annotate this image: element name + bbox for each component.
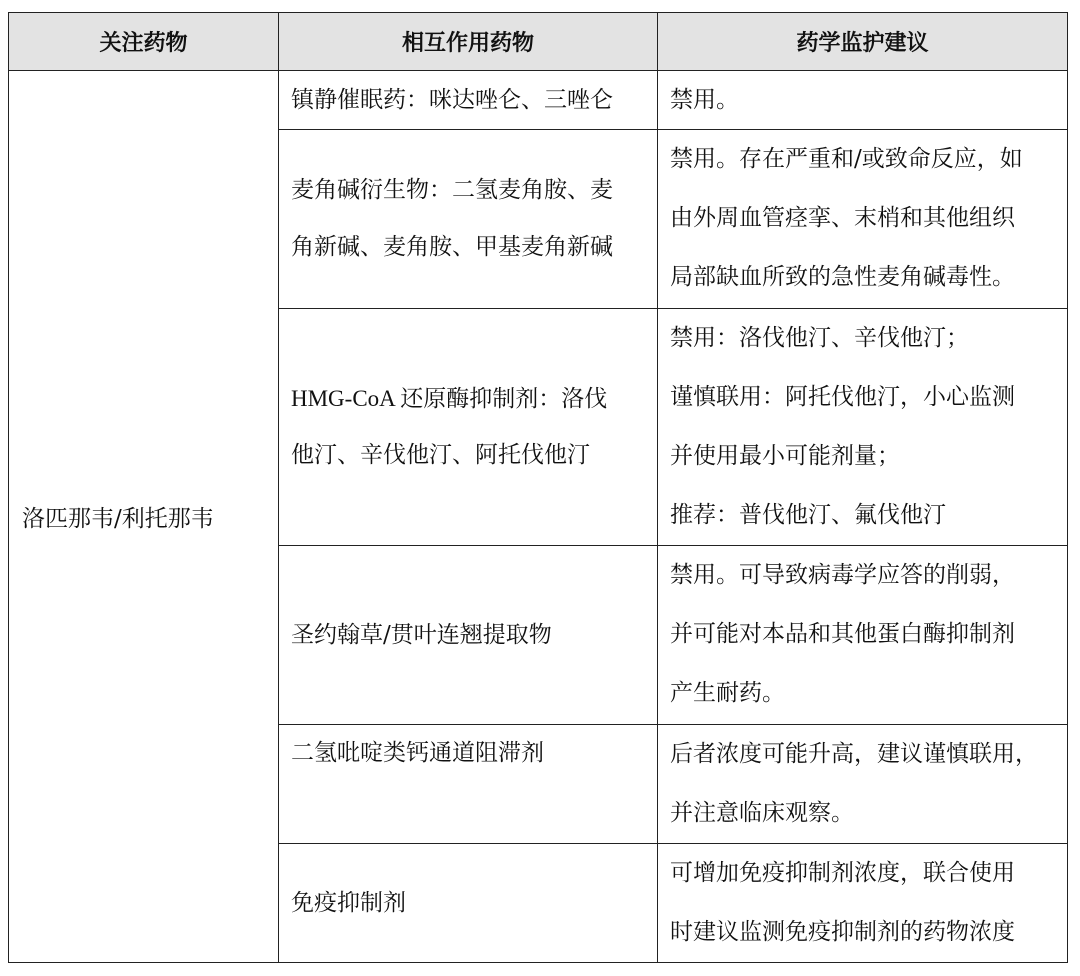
table-row [9,71,1068,130]
advice-cell [658,725,1068,844]
focus-drug-cell [9,71,279,963]
advice-line: 局部缺血所致的急性麦角碱毒性。 [670,264,1015,290]
interacting-drug-cell [279,71,658,130]
advice-line: 禁用：洛伐他汀、辛伐他汀； [670,325,969,351]
interacting-drug-cell [279,725,658,844]
advice-line: 禁用。可导致病毒学应答的削弱， [670,562,1015,588]
interacting-drug-line: 麦角碱衍生物：二氢麦角胺、麦 [291,177,613,203]
advice-line: 可增加免疫抑制剂浓度，联合使用 [670,860,1015,886]
advice-line: 禁用。存在严重和/或致命反应，如 [670,146,1023,172]
interacting-drug-cell [279,844,658,963]
advice-line: 并可能对本品和其他蛋白酶抑制剂 [670,621,1015,647]
interacting-drug-cell [279,309,658,546]
advice-line: 时建议监测免疫抑制剂的药物浓度 [670,919,1015,945]
interacting-drug-cell [279,546,658,725]
interacting-drug-line: 圣约翰草/贯叶连翘提取物 [291,621,552,648]
advice-line: 谨慎联用：阿托伐他汀，小心监测 [670,384,1015,410]
advice-line: 禁用。 [670,86,739,113]
header-interacting-drug: 相互作用药物 [279,13,658,71]
advice-line: 并注意临床观察。 [670,800,854,826]
interacting-drug-line: 他汀、辛伐他汀、阿托伐他汀 [291,442,590,468]
advice-line: 并使用最小可能剂量； [670,443,900,469]
focus-drug-name: 洛匹那韦/利托那韦 [22,506,214,532]
header-row [9,13,1068,71]
interacting-drug-line: 镇静催眠药：咪达唑仑、三唑仑 [291,86,613,113]
header-focus-drug: 关注药物 [9,13,279,71]
interacting-drug-cell [279,130,658,309]
interacting-drug-line: 二氢吡啶类钙通道阻滞剂 [291,740,544,766]
interacting-drug-line: HMG-CoA 还原酶抑制剂：洛伐 [291,386,608,411]
advice-cell [658,130,1068,309]
interacting-drug-line: 免疫抑制剂 [291,889,406,916]
advice-line: 后者浓度可能升高，建议谨慎联用， [670,741,1038,767]
advice-line: 产生耐药。 [670,680,785,706]
drug-interaction-table [8,12,1068,963]
advice-line: 推荐：普伐他汀、氟伐他汀 [670,502,946,528]
advice-line: 由外周血管痉挛、末梢和其他组织 [670,205,1015,231]
advice-cell [658,844,1068,963]
advice-cell [658,309,1068,546]
advice-cell [658,546,1068,725]
header-advice: 药学监护建议 [658,13,1068,71]
interacting-drug-line: 角新碱、麦角胺、甲基麦角新碱 [291,234,613,260]
advice-cell [658,71,1068,130]
